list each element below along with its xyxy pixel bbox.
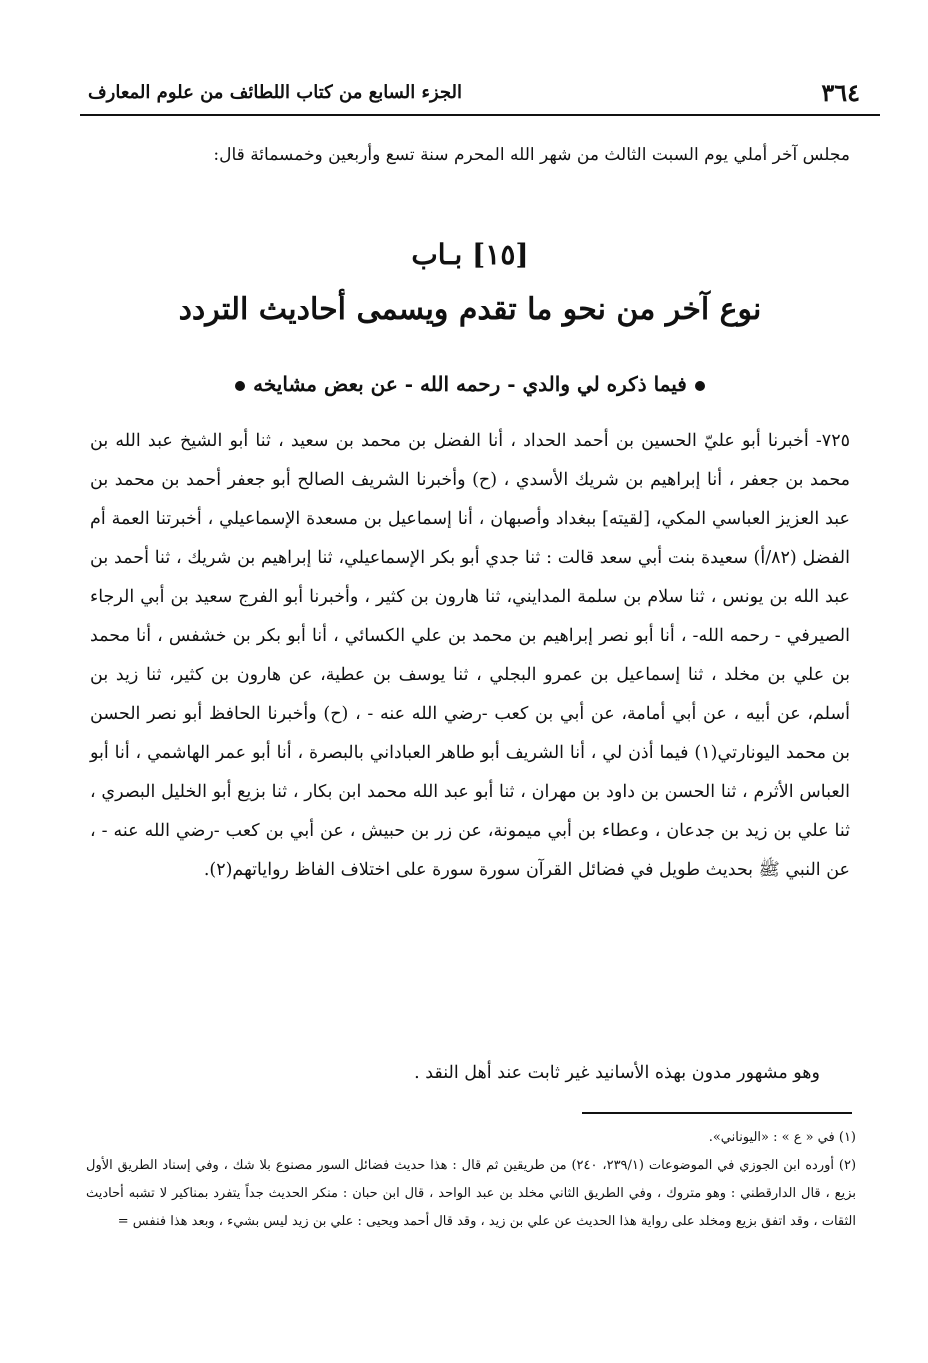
bullet-icon: [235, 381, 245, 391]
section-subheading: [90, 372, 850, 396]
footnote-1: (١) في « ع » : «اليوناني».: [708, 1130, 856, 1145]
header-rule: [80, 114, 880, 116]
hadith-text: ٧٢٥- أخبرنا أبو عليّ الحسين بن أحمد الحداد ، أنا الفضل بن محمد بن سعيد ، ثنا أبو الشيخ عبد الله بن محمد بن جعفر ، أنا إبراهيم بن شريك الأسدي ، (ح) وأخبرنا الشريف الصالح أبو جعفر أحمد بن محمد بن عبد العزيز العباسي المكي، [لقيته] ببغداد وأصبهان ، أنا إسماعيل بن مسعدة الإسماعيلي ، أخبرتنا العمة أم الفضل (٨٢/أ) سعيدة بنت أبي سعد قالت : ثنا جدي أبو بكر الإسماعيلي، ثنا إبراهيم بن شريك ، ثنا أحمد بن عبد الله بن يونس ، ثنا سلام بن سلمة المدايني، ثنا هارون بن كثير ، وأخبرنا أبو الفرج سعيد بن أبي الرجاء الصيرفي - رحمه الله- ، أنا أبو نصر إبراهيم بن محمد بن علي الكسائي ، أنا أبو بكر بن خشفس ، أنا محمد بن علي بن مخلد ، ثنا إسماعيل بن عمرو البجلي ، ثنا يوسف بن عطية، عن هارون بن كثير، ثنا زيد بن أسلم، عن أبيه ، عن أبي أمامة، عن أبي بن كعب -رضي الله عنه - ، (ح) وأخبرنا الحافظ أبو نصر الحسن بن محمد اليونارتي(١) فيما أذن لي ، أنا الشريف أبو طاهر العباداني بالبصرة ، أنا أبو عمر الهاشمي ، أنا أبو العباس الأثرم ، ثنا الحسن بن داود بن مهران ، ثنا أبو عبد الله محمد ابن بكار ، ثنا بزيع أبو الخليل البصري ، ثنا علي بن زيد بن جدعان ، وعطاء بن أبي ميمونة، عن زر بن حبيش ، عن أبي بن كعب -رضي الله عنه - ، عن النبي ﷺ بحديث طويل في فضائل القرآن سورة سورة على اختلاف الفاظ رواياتهم(٢).: [90, 431, 850, 880]
chapter-title: نوع آخر من نحو ما تقدم ويسمى أحاديث التردد: [178, 292, 762, 327]
page-number: ٣٦٤: [821, 78, 860, 107]
bullet-icon: [695, 381, 705, 391]
footnotes: [86, 1124, 856, 1236]
footnote-rule: [582, 1112, 852, 1114]
running-title: الجزء السابع من كتاب اللطائف من علوم المعارف: [88, 82, 462, 103]
subheading-text: فيما ذكره لي والدي - رحمه الله - عن بعض مشايخه: [253, 372, 687, 396]
chapter-heading: [١٥] بـاب: [411, 238, 529, 271]
page-header: [80, 78, 880, 118]
session-intro: مجلس آخر أملي يوم السبت الثالث من شهر الله المحرم سنة تسع وأربعين وخمسمائة قال:: [213, 145, 850, 165]
footnote-2: (٢) أورده ابن الجوزي في الموضوعات (٢٣٩/١، ٢٤٠) من طريقين ثم قال : هذا حديث فضائل السور مصنوع بلا شك ، وفي إسناد الطريق الأول بزيع ، قال الدارقطني : وهو متروك ، وفي الطريق الثاني مخلد بن عبد الواحد ، قال ابن حبان : منكر الحديث جداً يتفرد بمناكير لا تشبه أحاديث الثقات ، وقد اتفق بزيع ومخلد على رواية هذا الحديث عن علي بن زيد ، وقد قال أحمد ويحيى : علي بن زيد ليس بشيء ، وبعد هذا فنفس =: [86, 1158, 857, 1229]
closing-remark: وهو مشهور مدون بهذه الأسانيد غير ثابت عند أهل النقد .: [414, 1063, 820, 1083]
